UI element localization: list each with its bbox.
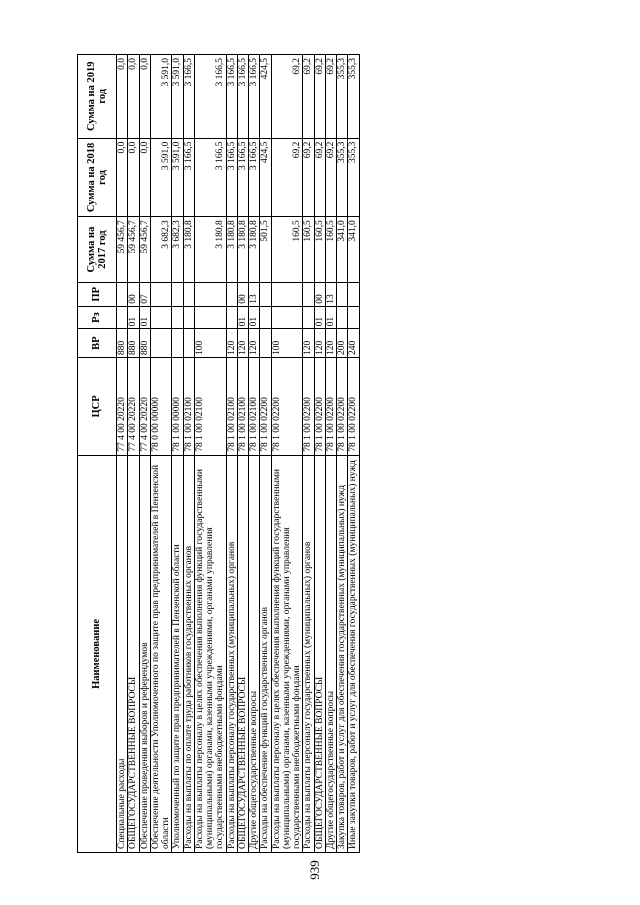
cell-vr: 880	[139, 329, 150, 358]
cell-sum-2017: 3 180,8	[237, 217, 248, 283]
cell-vr: 120	[314, 329, 325, 358]
header-sum-2019: Сумма на 2019 год	[78, 55, 117, 139]
cell-sum-2018: 355,3	[337, 138, 348, 217]
cell-sum-2017: 341,0	[337, 217, 348, 283]
table-row	[271, 55, 303, 853]
cell-pr: 00	[128, 282, 139, 306]
cell-pr	[271, 282, 303, 306]
cell-sum-2018: 3 166,5	[237, 138, 248, 217]
cell-name: Расходы на обеспечение функций государственных органов	[260, 455, 271, 852]
cell-rz	[226, 306, 237, 329]
cell-name: Расходы на выплаты персоналу государственных (муниципальных) органов	[303, 455, 314, 852]
cell-csr: 78 1 00 02100	[249, 358, 260, 456]
cell-name: Обеспечение деятельности Уполномоченного по защите прав предпринимателей в Пензенской области	[150, 455, 172, 852]
cell-sum-2017: 3 682,3	[172, 217, 183, 283]
cell-rz	[194, 306, 226, 329]
cell-sum-2018: 3 166,5	[249, 138, 260, 217]
cell-sum-2017: 341,0	[348, 217, 359, 283]
cell-sum-2017: 3 180,8	[226, 217, 237, 283]
cell-vr: 120	[249, 329, 260, 358]
cell-sum-2018: 424,5	[260, 138, 271, 217]
cell-sum-2017: 3 180,8	[249, 217, 260, 283]
header-name: Наименование	[78, 455, 117, 852]
cell-pr	[194, 282, 226, 306]
cell-rz: 01	[139, 306, 150, 329]
header-sum-2018: Сумма на 2018 год	[78, 138, 117, 217]
cell-vr	[183, 329, 194, 358]
cell-pr	[183, 282, 194, 306]
cell-sum-2018: 3 166,5	[183, 138, 194, 217]
cell-vr: 120	[226, 329, 237, 358]
cell-rz	[337, 306, 348, 329]
cell-name: Расходы на выплаты по оплате труда работников государственных органов	[183, 455, 194, 852]
cell-csr: 77 4 00 20220	[128, 358, 139, 456]
cell-sum-2018: 3 591,0	[150, 138, 172, 217]
cell-sum-2017: 160,5	[314, 217, 325, 283]
cell-sum-2017: 160,5	[325, 217, 336, 283]
cell-sum-2019: 3 166,5	[183, 55, 194, 139]
table-row	[150, 55, 172, 853]
cell-sum-2018: 3 166,5	[226, 138, 237, 217]
cell-vr: 880	[117, 329, 128, 358]
cell-sum-2018: 355,3	[348, 138, 359, 217]
cell-name: Другие общегосударственные вопросы	[249, 455, 260, 852]
cell-sum-2019: 69,2	[271, 55, 303, 139]
cell-vr: 120	[303, 329, 314, 358]
cell-csr: 78 1 00 02200	[348, 358, 359, 456]
cell-csr: 78 1 00 02200	[271, 358, 303, 456]
cell-sum-2019: 0,0	[117, 55, 128, 139]
cell-sum-2018: 0,0	[139, 138, 150, 217]
cell-rz: 01	[237, 306, 248, 329]
cell-pr: 13	[325, 282, 336, 306]
cell-csr: 78 1 00 02200	[337, 358, 348, 456]
cell-pr: 00	[237, 282, 248, 306]
cell-vr: 880	[128, 329, 139, 358]
cell-pr	[348, 282, 359, 306]
cell-rz: 01	[249, 306, 260, 329]
cell-sum-2019: 424,5	[260, 55, 271, 139]
cell-sum-2018: 3 591,0	[172, 138, 183, 217]
cell-name: Обеспечение проведения выборов и референдумов	[139, 455, 150, 852]
table-row	[237, 55, 248, 853]
cell-sum-2019: 355,3	[337, 55, 348, 139]
cell-csr: 78 1 00 02100	[237, 358, 248, 456]
cell-name: Иные закупки товаров, работ и услуг для обеспечения государственных (муниципальных) нужд	[348, 455, 359, 852]
cell-rz	[172, 306, 183, 329]
cell-sum-2019: 0,0	[128, 55, 139, 139]
cell-rz: 01	[128, 306, 139, 329]
cell-name: Другие общегосударственные вопросы	[325, 455, 336, 852]
cell-name: Закупка товаров, работ и услуг для обеспечения государственных (муниципальных) нужд	[337, 455, 348, 852]
cell-vr: 100	[194, 329, 226, 358]
cell-vr: 120	[237, 329, 248, 358]
cell-rz	[183, 306, 194, 329]
cell-sum-2018: 3 166,5	[194, 138, 226, 217]
header-pr: ПР	[78, 282, 117, 306]
cell-name: ОБЩЕГОСУДАРСТВЕННЫЕ ВОПРОСЫ	[128, 455, 139, 852]
cell-pr: 00	[314, 282, 325, 306]
cell-name: Расходы на выплаты персоналу государственных (муниципальных) органов	[226, 455, 237, 852]
cell-csr: 78 1 00 02200	[303, 358, 314, 456]
cell-csr: 78 1 00 02200	[260, 358, 271, 456]
cell-rz: 01	[314, 306, 325, 329]
cell-rz	[348, 306, 359, 329]
cell-sum-2018: 69,2	[303, 138, 314, 217]
cell-pr: 13	[249, 282, 260, 306]
cell-sum-2017: 3 682,3	[150, 217, 172, 283]
cell-sum-2018: 69,2	[325, 138, 336, 217]
cell-sum-2017: 160,5	[303, 217, 314, 283]
table-row	[128, 55, 139, 853]
cell-name: ОБЩЕГОСУДАРСТВЕННЫЕ ВОПРОСЫ	[237, 455, 248, 852]
cell-sum-2019: 3 591,0	[172, 55, 183, 139]
cell-sum-2018: 69,2	[314, 138, 325, 217]
cell-sum-2019: 355,3	[348, 55, 359, 139]
cell-rz	[271, 306, 303, 329]
cell-vr: 200	[337, 329, 348, 358]
table-row	[183, 55, 194, 853]
cell-name: Расходы на выплаты персоналу в целях обеспечения выполнения функций государственными (муниципальными) органами, казенными учреждениями, органами управления государственными внебюджетными фондами	[271, 455, 303, 852]
cell-rz	[260, 306, 271, 329]
cell-csr: 78 0 00 00000	[150, 358, 172, 456]
cell-csr: 78 1 00 02200	[314, 358, 325, 456]
cell-pr: 07	[139, 282, 150, 306]
cell-csr: 78 1 00 00000	[172, 358, 183, 456]
cell-vr: 100	[271, 329, 303, 358]
table-header-row	[78, 55, 117, 853]
budget-table	[77, 54, 360, 853]
table-row	[249, 55, 260, 853]
table-row	[314, 55, 325, 853]
table-row	[348, 55, 359, 853]
table-row	[139, 55, 150, 853]
cell-sum-2018: 0,0	[128, 138, 139, 217]
cell-sum-2017: 59 456,7	[139, 217, 150, 283]
cell-sum-2017: 59 456,7	[128, 217, 139, 283]
table-row	[260, 55, 271, 853]
cell-rz	[150, 306, 172, 329]
cell-csr: 77 4 00 20220	[139, 358, 150, 456]
cell-sum-2019: 3 166,5	[237, 55, 248, 139]
cell-sum-2017: 3 180,8	[183, 217, 194, 283]
cell-vr	[150, 329, 172, 358]
cell-sum-2019: 69,2	[303, 55, 314, 139]
table-row	[303, 55, 314, 853]
table-row	[194, 55, 226, 853]
cell-pr	[172, 282, 183, 306]
cell-sum-2017: 501,5	[260, 217, 271, 283]
cell-sum-2019: 3 591,0	[150, 55, 172, 139]
cell-sum-2019: 69,2	[325, 55, 336, 139]
header-csr: ЦСР	[78, 358, 117, 456]
cell-rz	[303, 306, 314, 329]
table-row	[117, 55, 128, 853]
cell-pr	[226, 282, 237, 306]
cell-csr: 78 1 00 02200	[325, 358, 336, 456]
cell-csr: 78 1 00 02100	[183, 358, 194, 456]
cell-sum-2018: 0,0	[117, 138, 128, 217]
header-sum-2017: Сумма на 2017 год	[78, 217, 117, 283]
cell-vr	[260, 329, 271, 358]
cell-rz	[117, 306, 128, 329]
header-rz: Рз	[78, 306, 117, 329]
cell-csr: 78 1 00 02100	[194, 358, 226, 456]
cell-pr	[260, 282, 271, 306]
cell-sum-2017: 160,5	[271, 217, 303, 283]
cell-csr: 77 4 00 20220	[117, 358, 128, 456]
cell-pr	[337, 282, 348, 306]
cell-name: Специальные расходы	[117, 455, 128, 852]
cell-sum-2019: 3 166,5	[249, 55, 260, 139]
table-row	[172, 55, 183, 853]
cell-name: ОБЩЕГОСУДАРСТВЕННЫЕ ВОПРОСЫ	[314, 455, 325, 852]
cell-pr	[303, 282, 314, 306]
cell-vr	[172, 329, 183, 358]
table-row	[337, 55, 348, 853]
cell-pr	[150, 282, 172, 306]
table-row	[226, 55, 237, 853]
cell-vr: 240	[348, 329, 359, 358]
cell-sum-2017: 59 456,7	[117, 217, 128, 283]
cell-name: Расходы на выплаты персоналу в целях обеспечения выполнения функций государственными (муниципальными) органами, казенными учреждениями, органами управления государственными внебюджетными фондами	[194, 455, 226, 852]
cell-sum-2019: 3 166,5	[194, 55, 226, 139]
header-vr: ВР	[78, 329, 117, 358]
cell-sum-2017: 3 180,8	[194, 217, 226, 283]
cell-sum-2019: 3 166,5	[226, 55, 237, 139]
cell-name: Уполномоченный по защите прав предпринимателей в Пензенской области	[172, 455, 183, 852]
cell-sum-2019: 69,2	[314, 55, 325, 139]
cell-sum-2018: 69,2	[271, 138, 303, 217]
cell-sum-2019: 0,0	[139, 55, 150, 139]
table-row	[325, 55, 336, 853]
cell-rz: 01	[325, 306, 336, 329]
cell-pr	[117, 282, 128, 306]
page-number: 939	[307, 860, 322, 880]
cell-vr: 120	[325, 329, 336, 358]
cell-csr: 78 1 00 02100	[226, 358, 237, 456]
